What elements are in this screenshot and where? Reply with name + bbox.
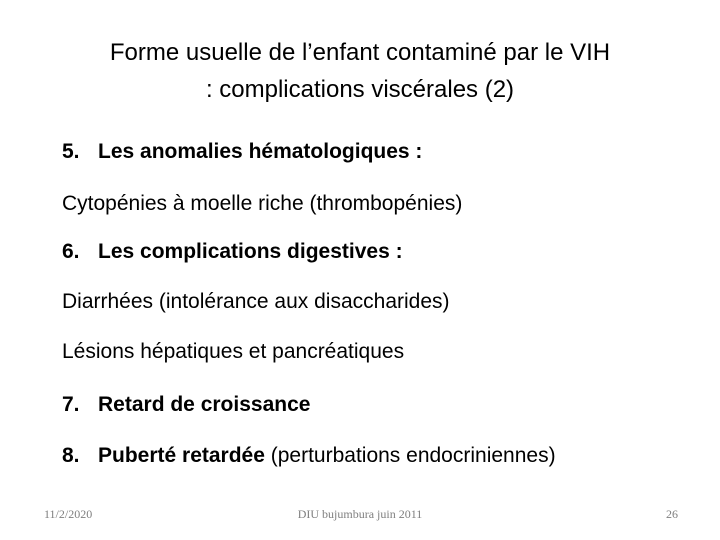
list-item-growth-heading [62,391,310,419]
list-item-puberty-heading [62,442,556,470]
list-item-text: Lésions hépatiques et pancréatiques [62,340,405,363]
list-item-heading-text: Puberté retardée [98,444,265,467]
list-item-text: Diarrhées (intolérance aux disaccharides) [62,290,450,313]
slide-title-line-1: Forme usuelle de l’enfant contaminé par le VIH [109,39,611,66]
list-item-heading-text: Retard de croissance [98,393,311,416]
list-item-heading-text: Les anomalies hématologiques : [98,140,423,163]
slide-title [30,34,690,108]
list-item-heading-text: Les complications digestives : [98,240,403,263]
list-item-detail-text: (perturbations endocriniennes) [264,444,556,467]
footer-page-number: 26 [666,507,678,521]
footer-date: 11/2/2020 [44,507,93,521]
list-number: 6. [62,240,80,263]
footer-center-text: DIU bujumbura juin 2011 [297,507,423,521]
list-number: 8. [62,444,80,467]
slide-title-line-2: : complications viscérales (2) [205,76,515,103]
list-number: 5. [62,140,80,163]
list-number: 7. [62,393,80,416]
list-item-hematologic-heading [62,138,422,166]
list-item-text: Cytopénies à moelle riche (thrombopénies) [62,192,463,215]
list-item-digestive-heading [62,238,403,266]
